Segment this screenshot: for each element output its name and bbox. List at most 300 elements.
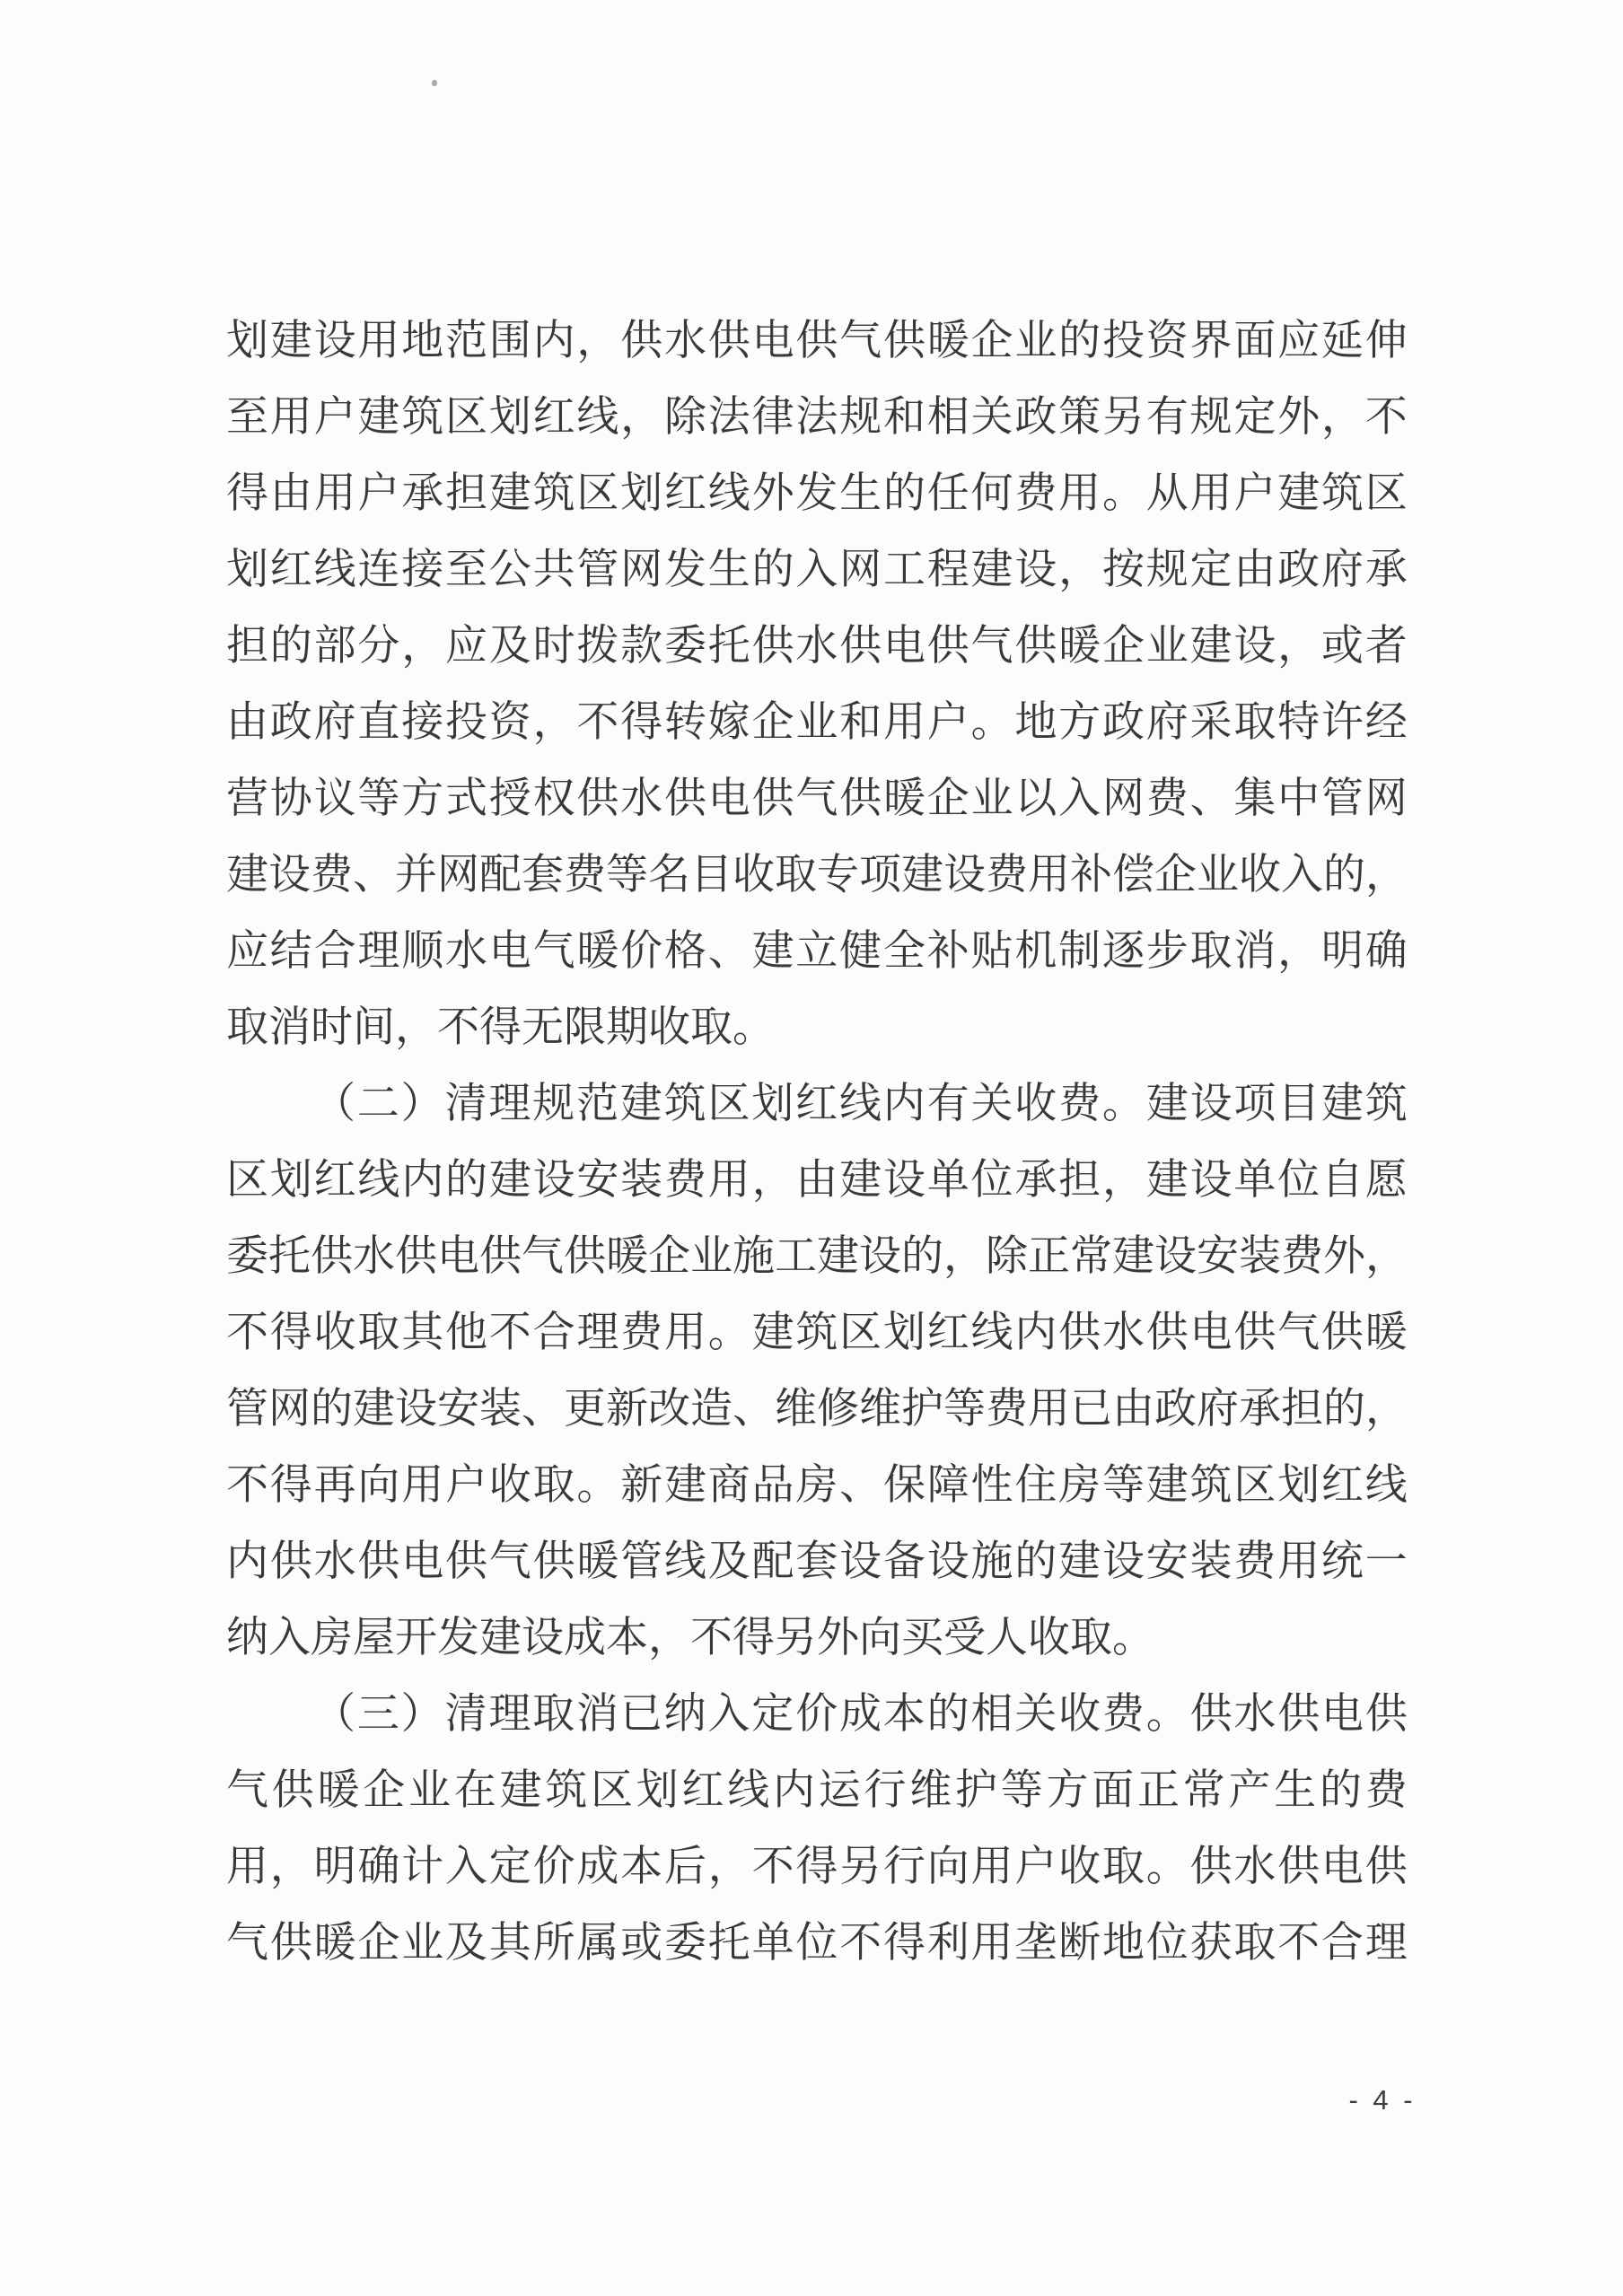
character: 项 — [1233, 1081, 1276, 1127]
character: 目 — [690, 852, 733, 898]
character: 理 — [357, 928, 400, 975]
character: 成 — [838, 1691, 882, 1738]
character: 利 — [926, 1920, 969, 1967]
character: 供 — [1189, 1844, 1233, 1890]
character: 经 — [1364, 699, 1408, 746]
character: 不 — [751, 1844, 794, 1890]
character: 费 — [1364, 1767, 1408, 1814]
character: 装 — [1239, 1233, 1281, 1280]
character: 用 — [882, 699, 926, 746]
character: 位 — [795, 1920, 838, 1967]
character: 向 — [926, 1844, 969, 1890]
character: 建 — [619, 1081, 662, 1127]
character: 名 — [648, 852, 690, 898]
character: 相 — [970, 1691, 1013, 1738]
character: 取 — [1233, 699, 1276, 746]
character: 部 — [313, 623, 356, 670]
character: 暖 — [882, 776, 926, 822]
character: 内 — [401, 1157, 444, 1204]
character: 企 — [357, 1920, 400, 1967]
character: 任 — [926, 470, 969, 517]
character: 格 — [663, 928, 706, 975]
character: 委 — [663, 623, 706, 670]
character: 外 — [751, 470, 794, 517]
character: 修 — [817, 1386, 859, 1433]
character: ， — [1277, 623, 1320, 670]
character: 取 — [1233, 1920, 1276, 1967]
character: 等 — [1000, 1767, 1043, 1814]
character: 区 — [707, 1081, 750, 1127]
character: 政 — [269, 699, 312, 746]
character: 划 — [226, 318, 268, 364]
character: 水 — [1233, 1691, 1276, 1738]
character: 供 — [1364, 1691, 1408, 1738]
character: 许 — [1320, 699, 1364, 746]
character: 承 — [401, 470, 444, 517]
character: ， — [401, 623, 444, 670]
character: 担 — [226, 623, 268, 670]
character: 网 — [1364, 776, 1408, 822]
character: 协 — [269, 776, 312, 822]
character: 除 — [663, 394, 706, 441]
character: 者 — [1364, 623, 1408, 670]
character: 供 — [1189, 1691, 1233, 1738]
character: 户 — [1233, 470, 1276, 517]
character: 委 — [663, 1920, 706, 1967]
character: 取 — [1070, 1615, 1112, 1661]
character: 所 — [532, 1920, 575, 1967]
character: 应 — [1277, 318, 1320, 364]
character: 收 — [733, 852, 775, 898]
character: 中 — [1277, 776, 1320, 822]
character: 电 — [401, 1538, 444, 1585]
character: 延 — [1320, 318, 1364, 364]
character: 权 — [532, 776, 575, 822]
character: 议 — [313, 776, 356, 822]
character: 区 — [444, 394, 487, 441]
character: 的 — [1323, 1386, 1365, 1433]
character: 更 — [564, 1386, 606, 1433]
character: 维 — [775, 1386, 817, 1433]
character: 内 — [773, 1767, 815, 1814]
character: 保 — [882, 1462, 926, 1509]
character: 筑 — [545, 1767, 588, 1814]
character: 向 — [357, 1462, 400, 1509]
character: 区 — [1233, 1462, 1276, 1509]
character: 网 — [268, 1386, 311, 1433]
character: 他 — [444, 1310, 487, 1356]
character: 用 — [226, 1844, 268, 1890]
character: 政 — [1014, 394, 1057, 441]
text-line — [226, 1906, 1408, 1982]
character: 气 — [795, 776, 838, 822]
character: 程 — [926, 547, 969, 593]
character: 资 — [488, 699, 531, 746]
character: 行 — [882, 1844, 926, 1890]
character: 位 — [1145, 1920, 1189, 1967]
character: 区 — [576, 470, 619, 517]
character: 费 — [1058, 1081, 1101, 1127]
character: 制 — [1058, 928, 1101, 975]
character: 法 — [795, 394, 838, 441]
character: 时 — [532, 623, 575, 670]
character: 业 — [795, 699, 838, 746]
character: 区 — [226, 1157, 268, 1204]
character: 屋 — [353, 1615, 395, 1661]
character: 相 — [926, 394, 969, 441]
character: 户 — [444, 1462, 487, 1509]
character: 范 — [575, 1081, 618, 1127]
character: 、 — [839, 1462, 882, 1509]
character: 用 — [1189, 470, 1233, 517]
character: 红 — [663, 470, 706, 517]
character: 供 — [1145, 1310, 1189, 1356]
character: 气 — [839, 318, 882, 364]
character: 位 — [970, 1157, 1013, 1204]
character: 规 — [1145, 547, 1189, 593]
character: 常 — [1070, 1233, 1112, 1280]
character: 明 — [1320, 928, 1364, 975]
character: 设 — [882, 1157, 926, 1204]
character: 住 — [1014, 1462, 1057, 1509]
character: 户 — [926, 699, 969, 746]
character: 向 — [859, 1615, 901, 1661]
character: 内 — [1014, 1310, 1057, 1356]
character: 统 — [1320, 1538, 1364, 1585]
character: 担 — [444, 470, 487, 517]
character: 用 — [970, 1844, 1013, 1890]
character: 线 — [707, 470, 750, 517]
character: 纳 — [663, 1691, 706, 1738]
character: 府 — [1145, 699, 1189, 746]
character: 收 — [1014, 1081, 1057, 1127]
character: 气 — [1277, 1310, 1320, 1356]
character: 线 — [970, 1310, 1013, 1356]
character: 性 — [970, 1462, 1013, 1509]
character: 由 — [795, 1157, 838, 1204]
character: 。 — [1112, 1615, 1154, 1661]
character: 一 — [1364, 1538, 1408, 1585]
character: 健 — [839, 928, 882, 975]
character: 套 — [522, 852, 564, 898]
character: 水 — [1233, 1844, 1276, 1890]
character: 房 — [1058, 1462, 1101, 1509]
character: 入 — [1058, 776, 1101, 822]
character: 建 — [1145, 1081, 1189, 1127]
character: 用 — [1028, 852, 1070, 898]
character: 等 — [943, 1386, 986, 1433]
character: 企 — [1154, 852, 1197, 898]
character: 供 — [839, 623, 882, 670]
character: ， — [1277, 928, 1320, 975]
character: 设 — [532, 1157, 575, 1204]
character: 、 — [522, 1386, 564, 1433]
character: 供 — [1233, 1310, 1276, 1356]
character: 另 — [839, 1844, 882, 1890]
character: 发 — [437, 1615, 479, 1661]
character: 伸 — [1364, 318, 1408, 364]
character: 房 — [795, 1462, 838, 1509]
character: 划 — [636, 1767, 679, 1814]
character: 愿 — [1364, 1157, 1408, 1204]
character: 。 — [1145, 1844, 1189, 1890]
character: 电 — [437, 1233, 479, 1280]
character: 面 — [1233, 318, 1276, 364]
character: 的 — [751, 547, 794, 593]
character: ， — [1320, 394, 1364, 441]
character: 供 — [395, 1233, 437, 1280]
character: 规 — [1189, 394, 1233, 441]
character: 按 — [1101, 547, 1145, 593]
character: 用 — [707, 1157, 750, 1204]
character: 维 — [909, 1767, 952, 1814]
character: 、 — [353, 852, 395, 898]
character: 红 — [795, 1081, 838, 1127]
character: 不 — [488, 1310, 531, 1356]
character: 。 — [970, 699, 1013, 746]
character: 品 — [751, 1462, 794, 1509]
character: 托 — [268, 1233, 311, 1280]
character: 费 — [986, 1386, 1028, 1433]
character: 明 — [313, 1844, 356, 1890]
character: 业 — [408, 1767, 451, 1814]
text-line — [226, 685, 1408, 761]
character: 合 — [1320, 1920, 1364, 1967]
character: 供 — [620, 318, 663, 364]
character: ， — [648, 1615, 690, 1661]
character: 不 — [226, 1310, 268, 1356]
character: 拨 — [576, 623, 619, 670]
character: 用 — [1028, 1386, 1070, 1433]
character: 自 — [1320, 1157, 1364, 1204]
text-line — [226, 1143, 1408, 1219]
character: 转 — [663, 699, 706, 746]
character: 线 — [313, 547, 356, 593]
character: 不 — [576, 699, 619, 746]
character: 业 — [690, 1233, 733, 1280]
character: 外 — [817, 1615, 859, 1661]
character: 设 — [522, 1615, 564, 1661]
character: 公 — [488, 547, 531, 593]
character: 建 — [479, 1615, 522, 1661]
character: 企 — [1101, 623, 1145, 670]
character: 。 — [707, 1310, 750, 1356]
character: 委 — [226, 1233, 268, 1280]
character: 连 — [357, 547, 400, 593]
character: ， — [1058, 547, 1101, 593]
character: 用 — [401, 1462, 444, 1509]
character: 气 — [226, 1767, 268, 1814]
character: 投 — [1101, 318, 1145, 364]
character: 何 — [970, 470, 1013, 517]
character: 费 — [311, 852, 353, 898]
character: 入 — [795, 547, 838, 593]
character: 式 — [444, 776, 487, 822]
character: 和 — [882, 394, 926, 441]
character: 备 — [882, 1538, 926, 1585]
character: ， — [1365, 852, 1408, 898]
character: 方 — [401, 776, 444, 822]
character: 逐 — [1101, 928, 1145, 975]
character: 套 — [795, 1538, 838, 1585]
character: 。 — [733, 1004, 775, 1051]
text-line — [226, 837, 1408, 914]
character: 供 — [1320, 1310, 1364, 1356]
character: 入 — [444, 1844, 487, 1890]
character: 费 — [663, 1157, 706, 1204]
character: 。 — [1101, 1081, 1145, 1127]
character: 受 — [943, 1615, 986, 1661]
character: 取 — [226, 1004, 268, 1051]
character: 围 — [488, 318, 531, 364]
character: 款 — [620, 623, 663, 670]
character: 二 — [356, 1081, 399, 1127]
character: 设 — [1101, 1538, 1145, 1585]
character: 方 — [1046, 1767, 1089, 1814]
character: 设 — [1014, 547, 1057, 593]
character: 费 — [1101, 1691, 1145, 1738]
character: 户 — [357, 470, 400, 517]
character: 施 — [733, 1233, 775, 1280]
character: 补 — [1070, 852, 1112, 898]
character: 障 — [926, 1462, 969, 1509]
character: 地 — [1101, 1920, 1145, 1967]
character: 网 — [437, 852, 479, 898]
character: 由 — [1233, 547, 1276, 593]
character: 暖 — [1364, 1310, 1408, 1356]
character: 建 — [817, 1233, 859, 1280]
character: 收 — [488, 1462, 531, 1509]
character: 电 — [882, 623, 926, 670]
character: 项 — [859, 852, 901, 898]
character: 的 — [444, 1157, 487, 1204]
character: 的 — [311, 1386, 353, 1433]
character: 费 — [986, 852, 1028, 898]
character: 气 — [488, 1538, 531, 1585]
character: 安 — [1145, 1538, 1189, 1585]
character: 红 — [926, 1310, 969, 1356]
character: 分 — [357, 623, 400, 670]
character: 地 — [1014, 699, 1057, 746]
character: 建 — [488, 1157, 531, 1204]
character: 不 — [690, 1615, 733, 1661]
character: 安 — [437, 1386, 479, 1433]
character: 费 — [620, 1310, 663, 1356]
character: 划 — [488, 394, 531, 441]
character: 配 — [479, 852, 522, 898]
character: 供 — [926, 623, 969, 670]
text-line — [226, 1677, 1408, 1753]
character: 本 — [620, 1844, 663, 1890]
character: 线 — [838, 1081, 882, 1127]
text-line — [226, 1600, 1408, 1677]
character: 供 — [751, 776, 794, 822]
character: 的 — [882, 470, 926, 517]
character: ， — [1101, 1157, 1145, 1204]
character: 共 — [532, 547, 575, 593]
character: 价 — [620, 928, 663, 975]
character: 贴 — [970, 928, 1013, 975]
character: 红 — [681, 1767, 724, 1814]
character: 。 — [1145, 1691, 1189, 1738]
character: 入 — [1281, 852, 1323, 898]
character: 建 — [1321, 1081, 1364, 1127]
character: 红 — [1320, 1462, 1364, 1509]
character: 承 — [1239, 1386, 1281, 1433]
character: 外 — [1277, 394, 1320, 441]
text-line — [226, 1066, 1408, 1143]
character: 或 — [620, 1920, 663, 1967]
character: 费 — [1145, 776, 1189, 822]
character: 造 — [690, 1386, 733, 1433]
character: 划 — [269, 1157, 312, 1204]
character: 方 — [1058, 699, 1101, 746]
character: 水 — [663, 318, 706, 364]
character: 供 — [663, 776, 706, 822]
character: 担 — [1281, 1386, 1323, 1433]
character: 气 — [970, 623, 1013, 670]
character: 户 — [313, 394, 356, 441]
character: 气 — [522, 1233, 564, 1280]
character: 得 — [269, 1310, 312, 1356]
character: 工 — [775, 1233, 817, 1280]
character: 接 — [401, 699, 444, 746]
character: 发 — [795, 470, 838, 517]
character: 取 — [532, 1462, 575, 1509]
character: 供 — [271, 1767, 314, 1814]
character: 的 — [926, 1691, 969, 1738]
character: 的 — [1014, 1538, 1057, 1585]
character: 无 — [522, 1004, 564, 1051]
character: 承 — [1364, 547, 1408, 593]
character: 不 — [839, 1920, 882, 1967]
character: 施 — [970, 1538, 1013, 1585]
character: 用 — [1277, 1538, 1320, 1585]
character: 其 — [401, 1310, 444, 1356]
character: 设 — [313, 318, 356, 364]
character: 偿 — [1112, 852, 1154, 898]
character: 至 — [444, 547, 487, 593]
character: 气 — [226, 1920, 268, 1967]
character: 策 — [1058, 394, 1101, 441]
character: ， — [532, 699, 575, 746]
character: 入 — [268, 1615, 311, 1661]
character: 供 — [839, 776, 882, 822]
character: 合 — [313, 928, 356, 975]
character: 管 — [576, 547, 619, 593]
character: 业 — [1197, 852, 1239, 898]
character: 装 — [1189, 1538, 1233, 1585]
character: 红 — [313, 1157, 356, 1204]
character: 企 — [970, 318, 1013, 364]
page-number: - 4 - — [1348, 2084, 1417, 2116]
character: 建 — [1189, 623, 1233, 670]
character: 收 — [313, 1310, 356, 1356]
character: 另 — [1101, 394, 1145, 441]
character: 属 — [576, 1920, 619, 1967]
character: 供 — [1058, 1310, 1101, 1356]
character: 收 — [1028, 1615, 1070, 1661]
character: 建 — [226, 852, 268, 898]
character: 规 — [532, 1081, 575, 1127]
character: 应 — [226, 928, 268, 975]
text-line — [226, 914, 1408, 990]
character: 定 — [1189, 547, 1233, 593]
text-line — [226, 532, 1408, 609]
character: 三 — [356, 1691, 399, 1738]
character: 建 — [751, 928, 794, 975]
character: 划 — [620, 470, 663, 517]
